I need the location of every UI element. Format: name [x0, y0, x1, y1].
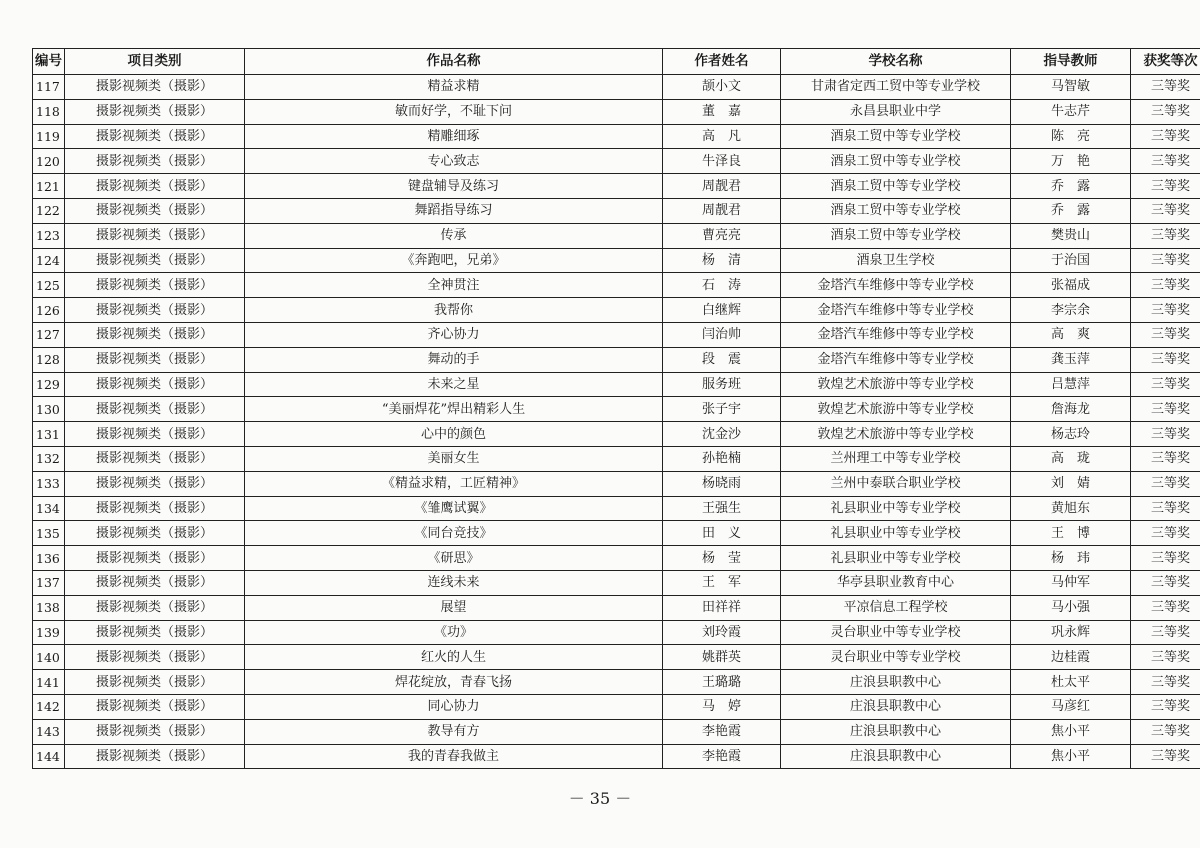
cell-category: 摄影视频类（摄影） — [65, 744, 245, 769]
cell-teacher: 吕慧萍 — [1011, 372, 1131, 397]
cell-number: 122 — [33, 198, 65, 223]
cell-award: 三等奖 — [1131, 620, 1200, 645]
cell-number: 130 — [33, 397, 65, 422]
cell-category: 摄影视频类（摄影） — [65, 620, 245, 645]
cell-author: 白继辉 — [663, 298, 781, 323]
cell-school: 礼县职业中等专业学校 — [781, 546, 1011, 571]
cell-work-title: 齐心协力 — [245, 322, 663, 347]
cell-category: 摄影视频类（摄影） — [65, 471, 245, 496]
cell-teacher: 焦小平 — [1011, 719, 1131, 744]
cell-number: 127 — [33, 322, 65, 347]
cell-teacher: 焦小平 — [1011, 744, 1131, 769]
cell-number: 139 — [33, 620, 65, 645]
cell-category: 摄影视频类（摄影） — [65, 198, 245, 223]
cell-author: 王 军 — [663, 570, 781, 595]
cell-award: 三等奖 — [1131, 372, 1200, 397]
cell-category: 摄影视频类（摄影） — [65, 298, 245, 323]
cell-work-title: 展望 — [245, 595, 663, 620]
cell-author: 颉小文 — [663, 75, 781, 100]
table-row — [33, 694, 1200, 719]
cell-work-title: 教导有方 — [245, 719, 663, 744]
cell-teacher: 张福成 — [1011, 273, 1131, 298]
table-row — [33, 397, 1200, 422]
cell-work-title: “美丽焊花”焊出精彩人生 — [245, 397, 663, 422]
cell-author: 马 婷 — [663, 694, 781, 719]
header-teacher: 指导教师 — [1011, 49, 1131, 75]
cell-author: 杨 清 — [663, 248, 781, 273]
cell-category: 摄影视频类（摄影） — [65, 248, 245, 273]
cell-work-title: 《精益求精，工匠精神》 — [245, 471, 663, 496]
cell-work-title: 舞蹈指导练习 — [245, 198, 663, 223]
cell-author: 段 震 — [663, 347, 781, 372]
cell-category: 摄影视频类（摄影） — [65, 496, 245, 521]
cell-work-title: 我帮你 — [245, 298, 663, 323]
header-work-title: 作品名称 — [245, 49, 663, 75]
cell-category: 摄影视频类（摄影） — [65, 546, 245, 571]
page-number: － 35 － — [568, 789, 632, 808]
cell-award: 三等奖 — [1131, 99, 1200, 124]
cell-award: 三等奖 — [1131, 471, 1200, 496]
table-row — [33, 521, 1200, 546]
cell-award: 三等奖 — [1131, 273, 1200, 298]
header-author: 作者姓名 — [663, 49, 781, 75]
cell-school: 灵台职业中等专业学校 — [781, 620, 1011, 645]
cell-school: 金塔汽车维修中等专业学校 — [781, 273, 1011, 298]
cell-teacher: 乔 露 — [1011, 174, 1131, 199]
cell-award: 三等奖 — [1131, 521, 1200, 546]
cell-teacher: 高 爽 — [1011, 322, 1131, 347]
cell-work-title: 精益求精 — [245, 75, 663, 100]
cell-number: 143 — [33, 719, 65, 744]
cell-school: 酒泉工贸中等专业学校 — [781, 124, 1011, 149]
cell-work-title: 键盘辅导及练习 — [245, 174, 663, 199]
cell-school: 酒泉工贸中等专业学校 — [781, 198, 1011, 223]
cell-work-title: 我的青春我做主 — [245, 744, 663, 769]
cell-school: 礼县职业中等专业学校 — [781, 496, 1011, 521]
cell-teacher: 刘 婧 — [1011, 471, 1131, 496]
cell-work-title: 焊花绽放，青春飞扬 — [245, 670, 663, 695]
cell-category: 摄影视频类（摄影） — [65, 124, 245, 149]
cell-teacher: 詹海龙 — [1011, 397, 1131, 422]
cell-work-title: 未来之星 — [245, 372, 663, 397]
cell-number: 125 — [33, 273, 65, 298]
table-row — [33, 124, 1200, 149]
cell-award: 三等奖 — [1131, 595, 1200, 620]
table-body — [33, 75, 1200, 769]
cell-number: 138 — [33, 595, 65, 620]
cell-teacher: 马小强 — [1011, 595, 1131, 620]
cell-category: 摄影视频类（摄影） — [65, 75, 245, 100]
header-category: 项目类别 — [65, 49, 245, 75]
cell-award: 三等奖 — [1131, 546, 1200, 571]
cell-award: 三等奖 — [1131, 149, 1200, 174]
cell-school: 酒泉工贸中等专业学校 — [781, 174, 1011, 199]
cell-category: 摄影视频类（摄影） — [65, 595, 245, 620]
cell-number: 128 — [33, 347, 65, 372]
cell-work-title: 全神贯注 — [245, 273, 663, 298]
cell-school: 兰州理工中等专业学校 — [781, 446, 1011, 471]
cell-school: 兰州中泰联合职业学校 — [781, 471, 1011, 496]
cell-number: 121 — [33, 174, 65, 199]
cell-teacher: 牛志芹 — [1011, 99, 1131, 124]
table-row — [33, 670, 1200, 695]
cell-teacher: 黄旭东 — [1011, 496, 1131, 521]
cell-award: 三等奖 — [1131, 719, 1200, 744]
cell-teacher: 于治国 — [1011, 248, 1131, 273]
cell-work-title: 敏而好学，不耻下问 — [245, 99, 663, 124]
cell-work-title: 专心致志 — [245, 149, 663, 174]
table-row — [33, 198, 1200, 223]
award-table — [32, 48, 1200, 769]
cell-author: 李艳霞 — [663, 744, 781, 769]
cell-work-title: 《研思》 — [245, 546, 663, 571]
cell-teacher: 万 艳 — [1011, 149, 1131, 174]
cell-category: 摄影视频类（摄影） — [65, 521, 245, 546]
cell-author: 周靓君 — [663, 198, 781, 223]
cell-work-title: 心中的颜色 — [245, 422, 663, 447]
cell-award: 三等奖 — [1131, 694, 1200, 719]
cell-work-title: 《同台竞技》 — [245, 521, 663, 546]
cell-category: 摄影视频类（摄影） — [65, 273, 245, 298]
cell-category: 摄影视频类（摄影） — [65, 570, 245, 595]
cell-number: 129 — [33, 372, 65, 397]
table-row — [33, 149, 1200, 174]
table-row — [33, 744, 1200, 769]
cell-author: 李艳霞 — [663, 719, 781, 744]
cell-work-title: 同心协力 — [245, 694, 663, 719]
cell-number: 118 — [33, 99, 65, 124]
table-row — [33, 75, 1200, 100]
table-row — [33, 546, 1200, 571]
cell-author: 刘玲霞 — [663, 620, 781, 645]
cell-work-title: 精雕细琢 — [245, 124, 663, 149]
table-row — [33, 570, 1200, 595]
header-award: 获奖等次 — [1131, 49, 1200, 75]
cell-number: 137 — [33, 570, 65, 595]
cell-author: 石 涛 — [663, 273, 781, 298]
cell-author: 服务班 — [663, 372, 781, 397]
cell-number: 124 — [33, 248, 65, 273]
cell-teacher: 马仲军 — [1011, 570, 1131, 595]
table-row — [33, 273, 1200, 298]
cell-teacher: 马智敏 — [1011, 75, 1131, 100]
cell-author: 田祥祥 — [663, 595, 781, 620]
award-table-container — [32, 48, 1198, 769]
table-row — [33, 347, 1200, 372]
cell-teacher: 李宗余 — [1011, 298, 1131, 323]
cell-school: 礼县职业中等专业学校 — [781, 521, 1011, 546]
cell-work-title: 《雏鹰试翼》 — [245, 496, 663, 521]
cell-school: 酒泉卫生学校 — [781, 248, 1011, 273]
cell-school: 永昌县职业中学 — [781, 99, 1011, 124]
cell-school: 金塔汽车维修中等专业学校 — [781, 347, 1011, 372]
table-row — [33, 620, 1200, 645]
cell-number: 120 — [33, 149, 65, 174]
cell-work-title: 《奔跑吧，兄弟》 — [245, 248, 663, 273]
cell-school: 华亭县职业教育中心 — [781, 570, 1011, 595]
cell-work-title: 红火的人生 — [245, 645, 663, 670]
table-row — [33, 719, 1200, 744]
cell-author: 王强生 — [663, 496, 781, 521]
cell-school: 酒泉工贸中等专业学校 — [781, 149, 1011, 174]
cell-author: 曹亮亮 — [663, 223, 781, 248]
cell-award: 三等奖 — [1131, 298, 1200, 323]
cell-work-title: 连线未来 — [245, 570, 663, 595]
cell-number: 131 — [33, 422, 65, 447]
cell-number: 136 — [33, 546, 65, 571]
cell-teacher: 龚玉萍 — [1011, 347, 1131, 372]
table-row — [33, 298, 1200, 323]
table-row — [33, 446, 1200, 471]
cell-award: 三等奖 — [1131, 446, 1200, 471]
cell-category: 摄影视频类（摄影） — [65, 446, 245, 471]
cell-school: 酒泉工贸中等专业学校 — [781, 223, 1011, 248]
cell-author: 田 义 — [663, 521, 781, 546]
cell-award: 三等奖 — [1131, 124, 1200, 149]
cell-teacher: 王 博 — [1011, 521, 1131, 546]
table-row — [33, 496, 1200, 521]
header-school: 学校名称 — [781, 49, 1011, 75]
cell-author: 杨 莹 — [663, 546, 781, 571]
cell-teacher: 巩永辉 — [1011, 620, 1131, 645]
cell-number: 117 — [33, 75, 65, 100]
cell-work-title: 传承 — [245, 223, 663, 248]
table-row — [33, 99, 1200, 124]
table-row — [33, 174, 1200, 199]
cell-school: 敦煌艺术旅游中等专业学校 — [781, 422, 1011, 447]
cell-author: 孙艳楠 — [663, 446, 781, 471]
cell-award: 三等奖 — [1131, 75, 1200, 100]
cell-school: 金塔汽车维修中等专业学校 — [781, 298, 1011, 323]
cell-school: 敦煌艺术旅游中等专业学校 — [781, 372, 1011, 397]
table-row — [33, 645, 1200, 670]
cell-work-title: 舞动的手 — [245, 347, 663, 372]
cell-award: 三等奖 — [1131, 496, 1200, 521]
cell-award: 三等奖 — [1131, 744, 1200, 769]
cell-number: 140 — [33, 645, 65, 670]
cell-work-title: 美丽女生 — [245, 446, 663, 471]
cell-award: 三等奖 — [1131, 570, 1200, 595]
cell-teacher: 杨 玮 — [1011, 546, 1131, 571]
header-number: 编号 — [33, 49, 65, 75]
cell-number: 133 — [33, 471, 65, 496]
cell-teacher: 樊贵山 — [1011, 223, 1131, 248]
cell-award: 三等奖 — [1131, 645, 1200, 670]
cell-number: 135 — [33, 521, 65, 546]
cell-author: 闫治帅 — [663, 322, 781, 347]
cell-award: 三等奖 — [1131, 397, 1200, 422]
cell-author: 董 嘉 — [663, 99, 781, 124]
cell-award: 三等奖 — [1131, 322, 1200, 347]
cell-category: 摄影视频类（摄影） — [65, 694, 245, 719]
cell-category: 摄影视频类（摄影） — [65, 397, 245, 422]
cell-category: 摄影视频类（摄影） — [65, 347, 245, 372]
cell-school: 庄浪县职教中心 — [781, 694, 1011, 719]
cell-author: 姚群英 — [663, 645, 781, 670]
cell-author: 王璐璐 — [663, 670, 781, 695]
cell-award: 三等奖 — [1131, 422, 1200, 447]
cell-teacher: 杜太平 — [1011, 670, 1131, 695]
table-row — [33, 471, 1200, 496]
cell-author: 张子宇 — [663, 397, 781, 422]
cell-award: 三等奖 — [1131, 347, 1200, 372]
cell-school: 灵台职业中等专业学校 — [781, 645, 1011, 670]
cell-category: 摄影视频类（摄影） — [65, 322, 245, 347]
cell-number: 123 — [33, 223, 65, 248]
cell-category: 摄影视频类（摄影） — [65, 99, 245, 124]
cell-category: 摄影视频类（摄影） — [65, 670, 245, 695]
cell-number: 144 — [33, 744, 65, 769]
cell-award: 三等奖 — [1131, 670, 1200, 695]
cell-school: 庄浪县职教中心 — [781, 744, 1011, 769]
cell-author: 杨晓雨 — [663, 471, 781, 496]
cell-number: 141 — [33, 670, 65, 695]
cell-school: 敦煌艺术旅游中等专业学校 — [781, 397, 1011, 422]
cell-award: 三等奖 — [1131, 198, 1200, 223]
table-row — [33, 422, 1200, 447]
cell-category: 摄影视频类（摄影） — [65, 174, 245, 199]
cell-award: 三等奖 — [1131, 223, 1200, 248]
cell-category: 摄影视频类（摄影） — [65, 645, 245, 670]
cell-category: 摄影视频类（摄影） — [65, 223, 245, 248]
cell-category: 摄影视频类（摄影） — [65, 372, 245, 397]
table-row — [33, 372, 1200, 397]
cell-school: 庄浪县职教中心 — [781, 719, 1011, 744]
cell-author: 沈金沙 — [663, 422, 781, 447]
cell-teacher: 高 珑 — [1011, 446, 1131, 471]
cell-author: 周靓君 — [663, 174, 781, 199]
table-row — [33, 595, 1200, 620]
cell-teacher: 陈 亮 — [1011, 124, 1131, 149]
cell-number: 119 — [33, 124, 65, 149]
cell-school: 庄浪县职教中心 — [781, 670, 1011, 695]
cell-number: 134 — [33, 496, 65, 521]
cell-teacher: 杨志玲 — [1011, 422, 1131, 447]
cell-school: 甘肃省定西工贸中等专业学校 — [781, 75, 1011, 100]
table-header-row — [33, 49, 1200, 75]
cell-school: 金塔汽车维修中等专业学校 — [781, 322, 1011, 347]
cell-author: 高 凡 — [663, 124, 781, 149]
cell-school: 平凉信息工程学校 — [781, 595, 1011, 620]
cell-author: 牛泽良 — [663, 149, 781, 174]
cell-teacher: 乔 露 — [1011, 198, 1131, 223]
table-row — [33, 248, 1200, 273]
cell-category: 摄影视频类（摄影） — [65, 422, 245, 447]
cell-number: 132 — [33, 446, 65, 471]
cell-teacher: 马彦红 — [1011, 694, 1131, 719]
table-row — [33, 223, 1200, 248]
cell-number: 142 — [33, 694, 65, 719]
cell-number: 126 — [33, 298, 65, 323]
cell-award: 三等奖 — [1131, 174, 1200, 199]
table-row — [33, 322, 1200, 347]
cell-award: 三等奖 — [1131, 248, 1200, 273]
cell-category: 摄影视频类（摄影） — [65, 719, 245, 744]
cell-work-title: 《功》 — [245, 620, 663, 645]
cell-teacher: 边桂霞 — [1011, 645, 1131, 670]
cell-category: 摄影视频类（摄影） — [65, 149, 245, 174]
